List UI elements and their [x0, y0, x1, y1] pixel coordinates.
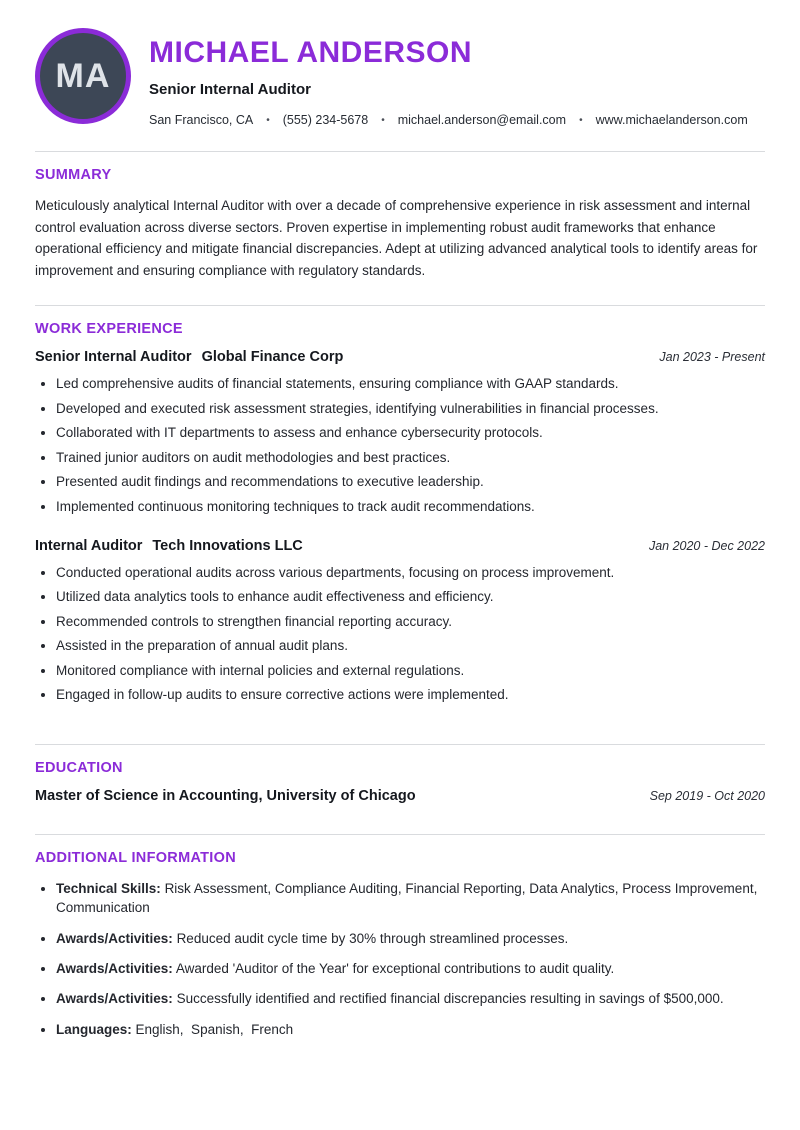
bullet-item: • Presented audit findings and recommendations to executive leadership.: [56, 474, 765, 489]
additional-information-heading: ADDITIONAL INFORMATION: [35, 850, 236, 867]
bullet-item: • Utilized data analytics tools to enhance audit effectiveness and efficiency.: [56, 589, 765, 604]
education-dates: Sep 2019 - Oct 2020: [649, 789, 765, 804]
education-degree: Master of Science in Accounting, University of Chicago: [35, 788, 416, 805]
job-entry: [35, 538, 765, 703]
bullet-item: • Monitored compliance with internal policies and external regulations.: [56, 663, 765, 678]
bullet-item: • Engaged in follow-up audits to ensure corrective actions were implemented.: [56, 687, 765, 702]
job-position: Internal Auditor: [35, 537, 143, 554]
avatar: [35, 28, 131, 124]
bullet-separator-icon: •: [266, 114, 270, 126]
job-header: [35, 349, 765, 365]
additional-list: [35, 880, 765, 1039]
contact-phone: (555) 234-5678: [282, 113, 369, 127]
additional-item-label: Awards/Activities:: [56, 991, 173, 1007]
bullet-item: • Led comprehensive audits of financial statements, ensuring compliance with GAAP standards.: [56, 376, 765, 391]
job-entry: [35, 349, 765, 514]
additional-item: [56, 960, 765, 979]
contact-location: San Francisco, CA: [149, 113, 254, 127]
additional-item-label: Technical Skills:: [56, 881, 161, 897]
job-header: [35, 538, 765, 554]
contact-email: michael.anderson@email.com: [397, 113, 567, 127]
bullet-separator-icon: •: [381, 114, 385, 126]
bullet-separator-icon: •: [579, 114, 583, 126]
resume-header: [35, 28, 765, 127]
additional-item: [56, 930, 765, 949]
bullet-item: • Trained junior auditors on audit methodologies and best practices.: [56, 450, 765, 465]
additional-item-text: Successfully identified and rectified financial discrepancies resulting in savings of $500,000.: [176, 991, 724, 1007]
contact-row: [149, 113, 748, 127]
bullet-item: • Collaborated with IT departments to assess and enhance cybersecurity protocols.: [56, 425, 765, 440]
summary-heading: SUMMARY: [35, 167, 112, 183]
bullet-item: • Implemented continuous monitoring techniques to track audit recommendations.: [56, 499, 765, 514]
section-education: [35, 744, 765, 804]
additional-item-text: Risk Assessment, Compliance Auditing, Financial Reporting, Data Analytics, Process Improvement, Communication: [56, 881, 762, 916]
bullet-item: • Developed and executed risk assessment strategies, identifying vulnerabilities in financial processes.: [56, 401, 765, 416]
additional-item-label: Languages:: [56, 1021, 132, 1037]
additional-item: [56, 880, 765, 918]
job-company: Global Finance Corp: [201, 349, 344, 366]
job-title: [35, 538, 303, 554]
header-info: [149, 28, 748, 127]
contact-website: www.michaelanderson.com: [595, 113, 748, 127]
education-entry: [35, 788, 765, 804]
job-position: Senior Internal Auditor: [35, 349, 192, 366]
additional-item-label: Awards/Activities:: [56, 961, 173, 977]
additional-item-label: Awards/Activities:: [56, 930, 173, 946]
bullet-item: • Recommended controls to strengthen financial reporting accuracy.: [56, 614, 765, 629]
job-title: [35, 349, 343, 365]
summary-text: Meticulously analytical Internal Auditor with over a decade of comprehensive experience in risk assessment and internal control evaluation across diverse sectors. Proven expertise in implementing robust audit frameworks that enhance operational efficiency and mitigate financial discrepancies. Adept at utilizing advanced analytical tools to identify areas for improvement and ensuring compliance with regulatory standards.: [35, 198, 758, 278]
additional-item-text: Reduced audit cycle time by 30% through streamlined processes.: [176, 930, 569, 946]
work-experience-heading: WORK EXPERIENCE: [35, 321, 183, 338]
additional-item-text: Awarded 'Auditor of the Year' for exceptional contributions to audit quality.: [175, 961, 615, 977]
bullet-item: • Assisted in the preparation of annual audit plans.: [56, 638, 765, 653]
job-bullets: [35, 565, 765, 703]
additional-item: [56, 990, 765, 1009]
section-work-experience: [35, 305, 765, 702]
job-dates: Jan 2023 - Present: [659, 350, 765, 365]
job-dates: Jan 2020 - Dec 2022: [648, 538, 765, 553]
job-company: Tech Innovations LLC: [152, 537, 303, 554]
job-bullets: [35, 376, 765, 514]
bullet-item: • Conducted operational audits across various departments, focusing on process improvement.: [56, 565, 765, 580]
education-heading: EDUCATION: [35, 760, 123, 777]
section-additional-information: [35, 834, 765, 1039]
additional-item: [56, 1021, 765, 1040]
avatar-initials: MA: [55, 56, 111, 95]
candidate-title: Senior Internal Auditor: [149, 81, 311, 98]
section-summary: [35, 151, 765, 281]
candidate-name: MICHAEL ANDERSON: [149, 36, 473, 69]
additional-item-text: English, Spanish, French: [135, 1021, 294, 1037]
